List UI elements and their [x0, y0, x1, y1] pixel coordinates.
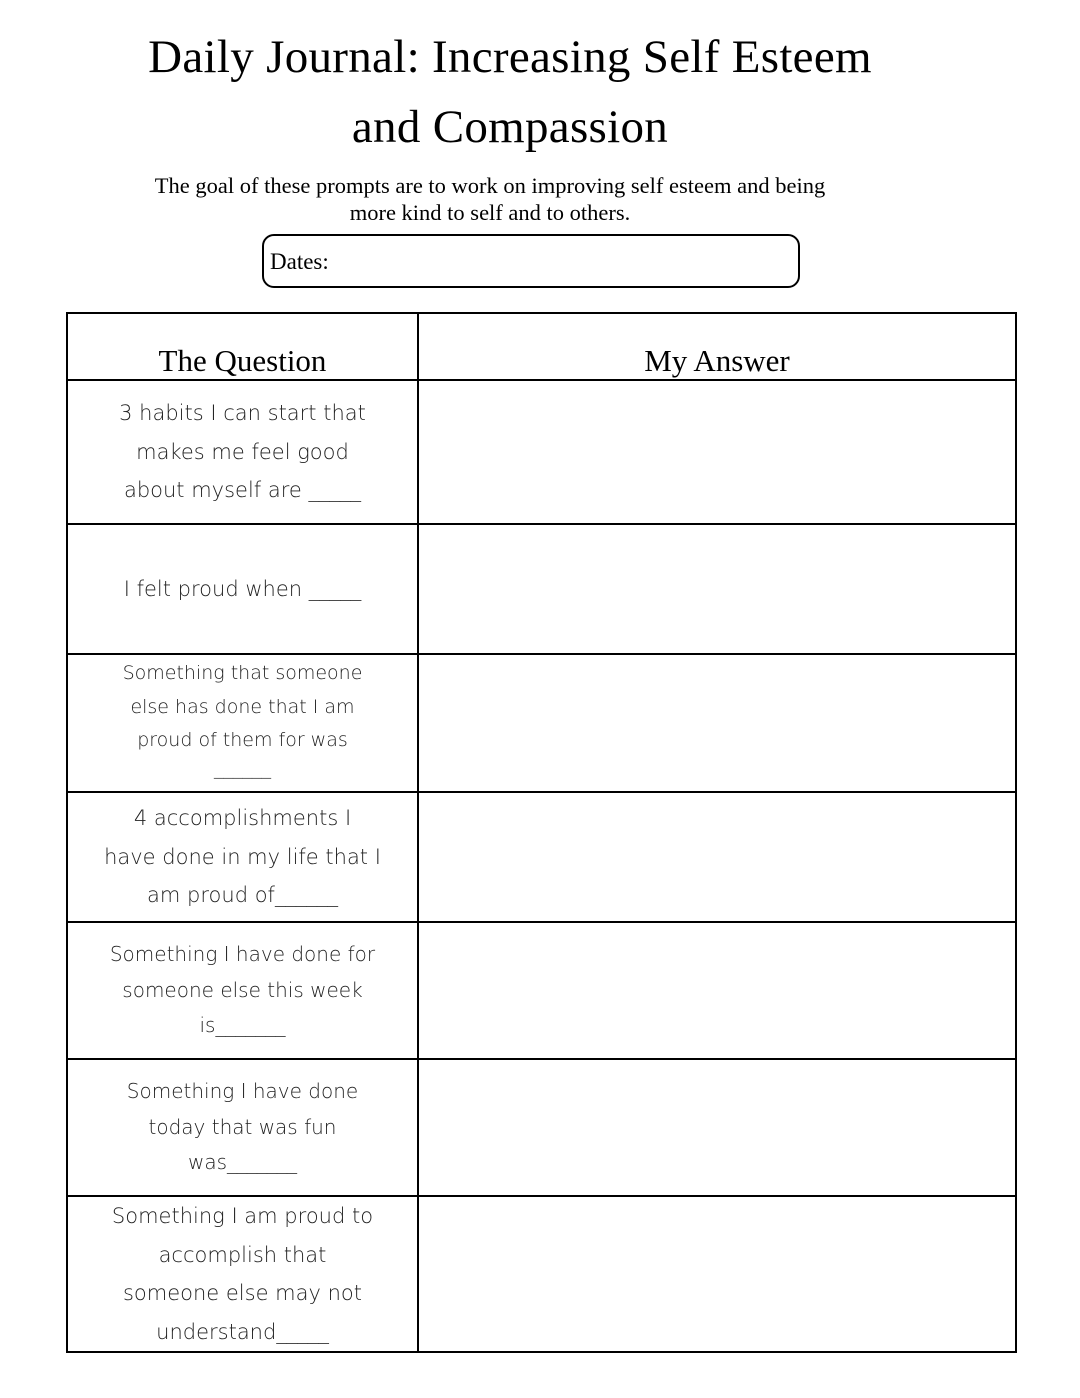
answer-cell[interactable] — [418, 380, 1016, 524]
question-cell — [67, 1196, 418, 1352]
question-cell — [67, 524, 418, 654]
journal-table — [66, 312, 1017, 1353]
question-cell — [67, 1059, 418, 1196]
subtitle-line-1: The goal of these prompts are to work on improving self esteem and being — [154, 173, 826, 198]
question-text: Something I am proud to accomplish that someone else may not understand_____ — [111, 1204, 374, 1344]
question-cell — [67, 922, 418, 1059]
question-cell — [67, 792, 418, 922]
answer-cell[interactable] — [418, 1059, 1016, 1196]
question-text: I felt proud when _____ — [123, 576, 362, 601]
page-title — [60, 22, 960, 162]
question-text: Something I have done for someone else this week is_______ — [109, 942, 376, 1038]
question-cell — [67, 380, 418, 524]
dates-label: Dates: — [270, 249, 329, 274]
table-row — [67, 654, 1016, 792]
table-row — [67, 1059, 1016, 1196]
title-line-1: Daily Journal: Increasing Self Esteem — [148, 31, 872, 83]
table-row — [67, 380, 1016, 524]
question-text: 3 habits I can start that makes me feel good about myself are _____ — [119, 401, 366, 503]
table-row — [67, 1196, 1016, 1352]
question-cell — [67, 654, 418, 792]
answer-cell[interactable] — [418, 922, 1016, 1059]
title-line-2: and Compassion — [351, 101, 669, 153]
table-row — [67, 792, 1016, 922]
table-header-row — [67, 313, 1016, 380]
table-row — [67, 524, 1016, 654]
table-row — [67, 922, 1016, 1059]
column-header-question: The Question — [67, 313, 418, 380]
answer-cell[interactable] — [418, 654, 1016, 792]
question-text: Something that someone else has done that I am proud of them for was ______ — [122, 662, 363, 779]
answer-cell[interactable] — [418, 1196, 1016, 1352]
dates-field[interactable] — [262, 234, 800, 288]
column-header-answer: My Answer — [418, 313, 1016, 380]
subtitle-line-2: more kind to self and to others. — [349, 200, 631, 225]
answer-cell[interactable] — [418, 524, 1016, 654]
question-text: Something I have done today that was fun was_______ — [126, 1079, 359, 1175]
question-text: 4 accomplishments I have done in my life that I am proud of______ — [104, 806, 381, 908]
subtitle — [60, 172, 920, 226]
answer-cell[interactable] — [418, 792, 1016, 922]
